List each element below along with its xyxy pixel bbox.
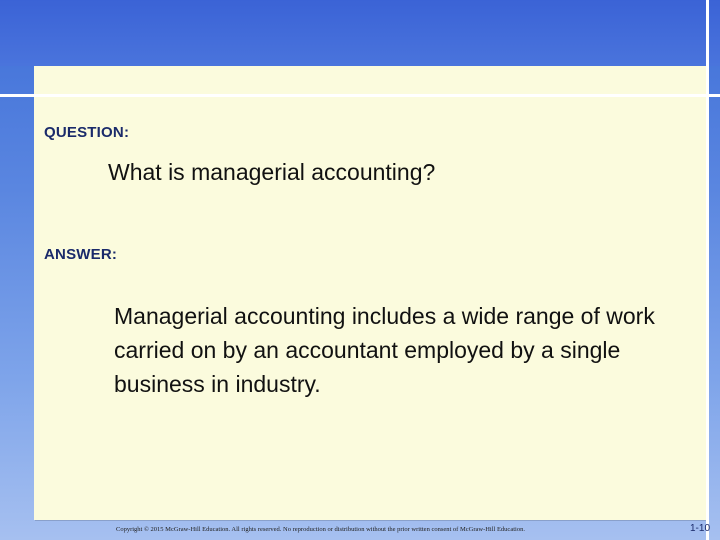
decorative-vertical-line — [706, 0, 709, 540]
slide-content-panel — [34, 66, 706, 520]
question-text: What is managerial accounting? — [108, 159, 436, 185]
copyright-footer: Copyright © 2015 McGraw-Hill Education. All rights reserved. No reproduction or distribution without the prior written consent of McGraw-Hill Education. — [116, 526, 525, 533]
page-number: 1-10 — [690, 523, 711, 534]
title-band — [0, 0, 720, 66]
answer-text: Managerial accounting includes a wide range of work carried on by an accountant employed by a single business in industry. — [114, 303, 655, 397]
decorative-horizontal-line — [0, 94, 720, 97]
answer-label: ANSWER: — [44, 246, 118, 263]
question-label: QUESTION: — [44, 124, 130, 141]
